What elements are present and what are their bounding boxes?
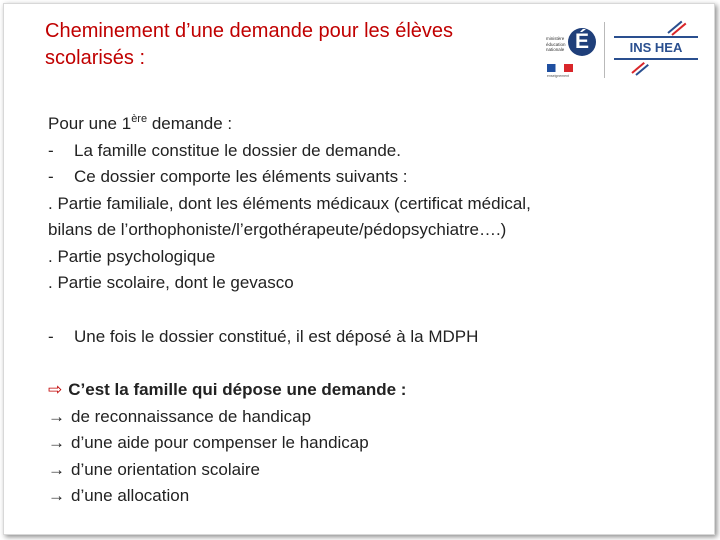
ministry-sub: enseignement: [547, 74, 569, 78]
list-item-text: Ce dossier comporte les éléments suivants :: [74, 167, 408, 186]
list-item-text: La famille constitue le dossier de demande.: [74, 140, 401, 160]
list-item-text: d’une allocation: [71, 486, 190, 505]
list-item-text: d’une orientation scolaire: [71, 459, 261, 479]
inshea-text: INS HEA: [614, 36, 698, 60]
slide: [3, 3, 715, 535]
list-item: [48, 404, 688, 431]
arrow-icon: →: [48, 459, 65, 479]
dash: -: [48, 326, 54, 346]
spacer: [48, 297, 688, 324]
logo-divider: [604, 22, 605, 78]
list-item: [48, 483, 688, 510]
dash: -: [48, 167, 54, 186]
list-item-text: Une fois le dossier constitué, il est déposé à la MDPH: [74, 326, 479, 346]
list-item: [48, 138, 688, 165]
part-line: bilans de l’orthophoniste/l’ergothérapeute/pédopsychiatre….): [48, 220, 507, 239]
slide-title: Cheminement d’une demande pour les élèves scolarisés :: [45, 20, 454, 69]
part-line: . Partie scolaire, dont le gevasco: [48, 273, 294, 292]
part-line: . Partie familiale, dont les éléments médicaux (certificat médical,: [48, 193, 531, 213]
part-line: . Partie psychologique: [48, 246, 216, 266]
spacer: [48, 350, 688, 377]
flag-icon: [547, 64, 573, 72]
conclusion-line: [48, 377, 688, 404]
inshea-logo-icon: [610, 18, 702, 80]
outline-arrow-icon: ⇨: [48, 380, 63, 399]
list-item: [48, 457, 688, 484]
list-item: [48, 164, 688, 191]
marianne-logo-icon: [542, 18, 604, 80]
list-item-text: de reconnaissance de handicap: [71, 406, 312, 426]
ministry-letter: É: [568, 28, 596, 56]
logos: [542, 18, 702, 80]
intro-sup: ère: [131, 113, 148, 125]
intro-suffix: demande :: [147, 114, 233, 133]
list-item: [48, 324, 688, 351]
list-item: [48, 430, 688, 457]
conclusion-text: C’est la famille qui dépose une demande :: [68, 380, 407, 399]
arrow-icon: →: [48, 406, 65, 426]
ministry-text: ministère éducation nationale: [546, 36, 566, 52]
arrow-icon: →: [48, 433, 65, 452]
intro-line: [48, 111, 688, 138]
list-item-text: d’une aide pour compenser le handicap: [71, 433, 369, 452]
slide-body: [48, 111, 688, 510]
dash: -: [48, 140, 54, 160]
intro-prefix: Pour une 1: [48, 114, 132, 133]
arrow-icon: →: [48, 486, 65, 505]
